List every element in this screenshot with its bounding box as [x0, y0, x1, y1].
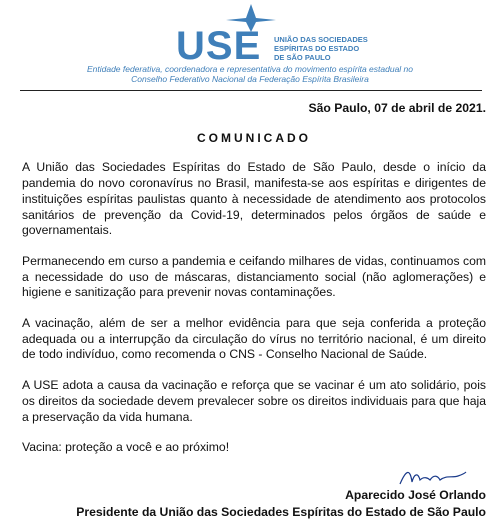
- header-divider: [20, 90, 482, 91]
- signer-title: Presidente da União das Sociedades Espíritas do Estado de São Paulo: [76, 505, 486, 519]
- logo-wordmark: USE: [176, 24, 262, 68]
- signer-name: Aparecido José Orlando: [345, 488, 486, 502]
- document-date: São Paulo, 07 de abril de 2021.: [308, 101, 486, 115]
- signature-block: [0, 458, 502, 525]
- logo-org-line: DE SÃO PAULO: [274, 53, 331, 62]
- logo-org-line: ESPÍRITAS DO ESTADO: [274, 44, 360, 53]
- document-body: [22, 101, 486, 456]
- tagline-line: Conselho Federativo Nacional da Federação Espírita Brasileira: [131, 74, 369, 84]
- document-heading: COMUNICADO: [197, 130, 311, 145]
- handwritten-signature: [398, 466, 468, 488]
- tagline-line: Entidade federativa, coordenadora e representativa do movimento espírita estadual no: [86, 64, 414, 74]
- letterhead-tagline: [40, 64, 460, 84]
- letterhead: [0, 0, 502, 92]
- paragraph: A União das Sociedades Espíritas do Estado de São Paulo, desde o início da pandemia do novo coronavírus no Brasil, manifesta-se aos espíritas e dirigentes de instituições espíritas paulistas quanto à necessidade de atendimento aos protocolos sanitários de prevenção da Covid-19, determinados pelos órgãos de saúde e governamentais.: [22, 160, 486, 238]
- use-logo: [168, 4, 368, 68]
- paragraph: A USE adota a causa da vacinação e reforça que se vacinar é um ato solidário, pois os direitos da sociedade devem prevalecer sobre os direitos individuais para que haja a preservação da vida humana.: [22, 378, 486, 424]
- closing-line: Vacina: proteção a você e ao próximo!: [22, 440, 230, 455]
- paragraph: A vacinação, além de ser a melhor evidência para que seja conferida a proteção adequada ou a interrupção da circulação do vírus no território nacional, é um direito de todo indivíduo, como recomenda o CNS - Conselho Nacional de Saúde.: [22, 316, 486, 362]
- logo-org-line: UNIÃO DAS SOCIEDADES: [274, 35, 368, 44]
- logo-org-name: [274, 35, 374, 62]
- paragraph: Permanecendo em curso a pandemia e ceifando milhares de vidas, continuamos com a necessidade do uso de máscaras, distanciamento social (não aglomerações) e higiene e sanitização para prevenir novas contaminações.: [22, 253, 486, 300]
